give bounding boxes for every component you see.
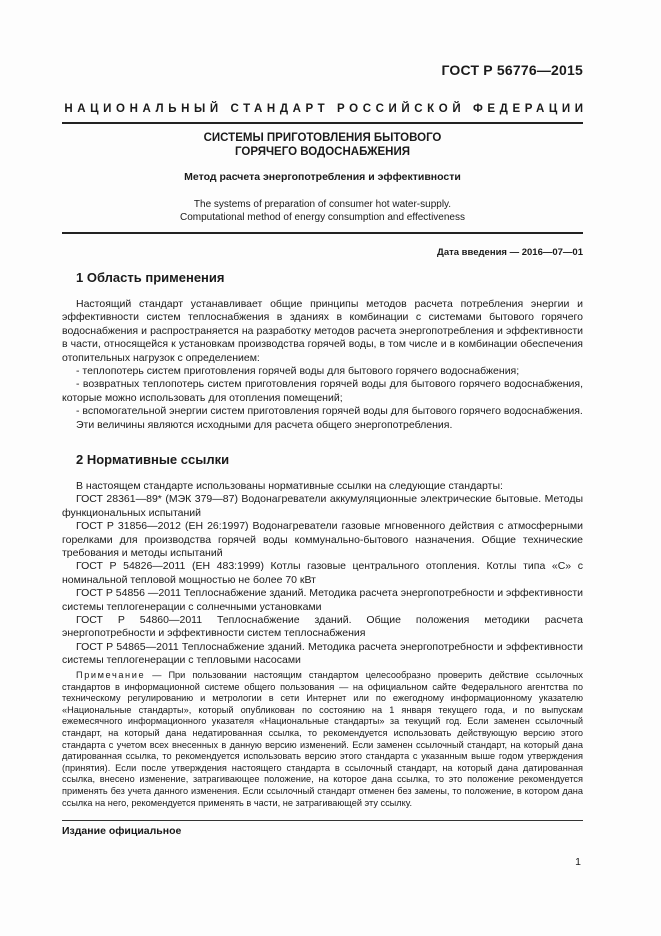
- edition-label: Издание официальное: [62, 825, 182, 837]
- paragraph: Эти величины являются исходными для расчета общего энергопотребления.: [76, 418, 453, 431]
- reference-item: ГОСТ Р 31856—2012 (ЕН 26:1997) Водонагреватели газовые мгновенного действия с атмосферными горелками для производства горячей воды коммунально-бытового назначения. Общие технические требования и методы испытаний: [62, 520, 583, 560]
- paragraph: В настоящем стандарте использованы нормативные ссылки на следующие стандарты:: [76, 480, 503, 492]
- method-title: Метод расчета энергопотребления и эффективности: [184, 171, 461, 183]
- reference-item: ГОСТ Р 54865—2011 Теплоснабжение зданий. Методика расчета энергопотребности и эффективности системы теплогенерации с тепловыми насосами: [62, 640, 583, 667]
- top-rule: [62, 122, 583, 124]
- note-block: [62, 670, 583, 809]
- reference-item: ГОСТ Р 54826—2011 (ЕН 483:1999) Котлы газовые центрального отопления. Котлы типа «С» с номинальной тепловой мощностью не более 70 кВт: [62, 560, 583, 586]
- english-title-line-1: The systems of preparation of consumer hot water-supply.: [193, 199, 452, 210]
- english-title: [62, 199, 583, 224]
- paragraph: Настоящий стандарт устанавливает общие принципы методов расчета потребления энергии и эффективности систем теплоснабжения в зданиях в комбинации с системами бытового горячего водоснабжения и распространяется на разработку методов расчета энергопотребления и эффективности в части, относящейся к установкам производства горячей воды, в том числе и в комбинации обеспечения отопительных нагрузок с определением:: [62, 298, 583, 364]
- title-line-2: ГОРЯЧЕГО ВОДОСНАБЖЕНИЯ: [235, 146, 410, 158]
- reference-item: ГОСТ Р 54856 —2011 Теплоснабжение зданий. Методика расчета энергопотребности и эффективности системы теплогенерации с солнечными установками: [62, 587, 583, 613]
- paragraph: - теплопотерь систем приготовления горячей воды для бытового горячего водоснабжения;: [76, 365, 520, 378]
- english-title-line-2: Computational method of energy consumption and effectiveness: [180, 211, 465, 223]
- document-title: [62, 131, 583, 159]
- section-2-body: [62, 480, 583, 668]
- title-rule: [62, 232, 583, 234]
- standard-title: НАЦИОНАЛЬНЫЙ СТАНДАРТ РОССИЙСКОЙ ФЕДЕРАЦИИ: [64, 103, 588, 115]
- note-label: Примечание: [76, 670, 146, 680]
- section-1-body: [62, 298, 583, 432]
- paragraph: - возвратных теплопотерь систем приготовления горячей воды для бытового горячего водоснабжения, которые можно использовать для отопления помещений;: [62, 378, 583, 404]
- reference-item: ГОСТ 28361—89* (МЭК 379—87) Водонагреватели аккумуляционные электрические бытовые. Методы функциональных испытаний: [62, 493, 583, 519]
- page-number: 1: [575, 856, 581, 868]
- note-text: — При пользовании настоящим стандартом целесообразно проверить действие ссылочных стандартов в информационной системе общего пользования — на официальном сайте Федерального агентства по техническому регулированию и метрологии в сети Интернет или по ежегодному информационному указателю «Национальные стандарты», который опубликован по состоянию на 1 января текущего года, и по выпускам ежемесячного информационного указателя «Национальные стандарты» за текущий год. Если заменен ссылочный стандарт, на который дана недатированная ссылка, то рекомендуется использовать действующую версию этого стандарта с учетом всех внесенных в данную версию изменений. Если заменен ссылочный стандарт, на который дана датированная ссылка, то рекомендуется использовать версию этого стандарта с указанным выше годом утверждения (принятия). Если после утверждения настоящего стандарта в ссылочный стандарт, на который дана датированная ссылка, внесено изменение, затрагивающее положение, на которое дана ссылка, то это положение рекомендуется применять без учета данного изменения. Если ссылочный стандарт отменен без замены, то положение, в котором дана ссылка на него, рекомендуется применять в части, не затрагивающей эту ссылку.: [62, 670, 583, 808]
- title-line-1: СИСТЕМЫ ПРИГОТОВЛЕНИЯ БЫТОВОГО: [203, 132, 442, 144]
- section-2-heading: 2 Нормативные ссылки: [76, 452, 230, 467]
- intro-date: Дата введения — 2016—07—01: [437, 247, 583, 258]
- paragraph: - вспомогательной энергии систем приготовления горячей воды для бытового горячего водоснабжения.: [76, 405, 583, 418]
- reference-item: ГОСТ Р 54860—2011 Теплоснабжение зданий. Общие положения методики расчета энергопотребности и эффективности систем теплоснабжения: [62, 614, 583, 640]
- footer-rule: [62, 820, 583, 821]
- section-1-heading: 1 Область применения: [76, 270, 225, 285]
- doc-code: ГОСТ Р 56776—2015: [441, 62, 583, 78]
